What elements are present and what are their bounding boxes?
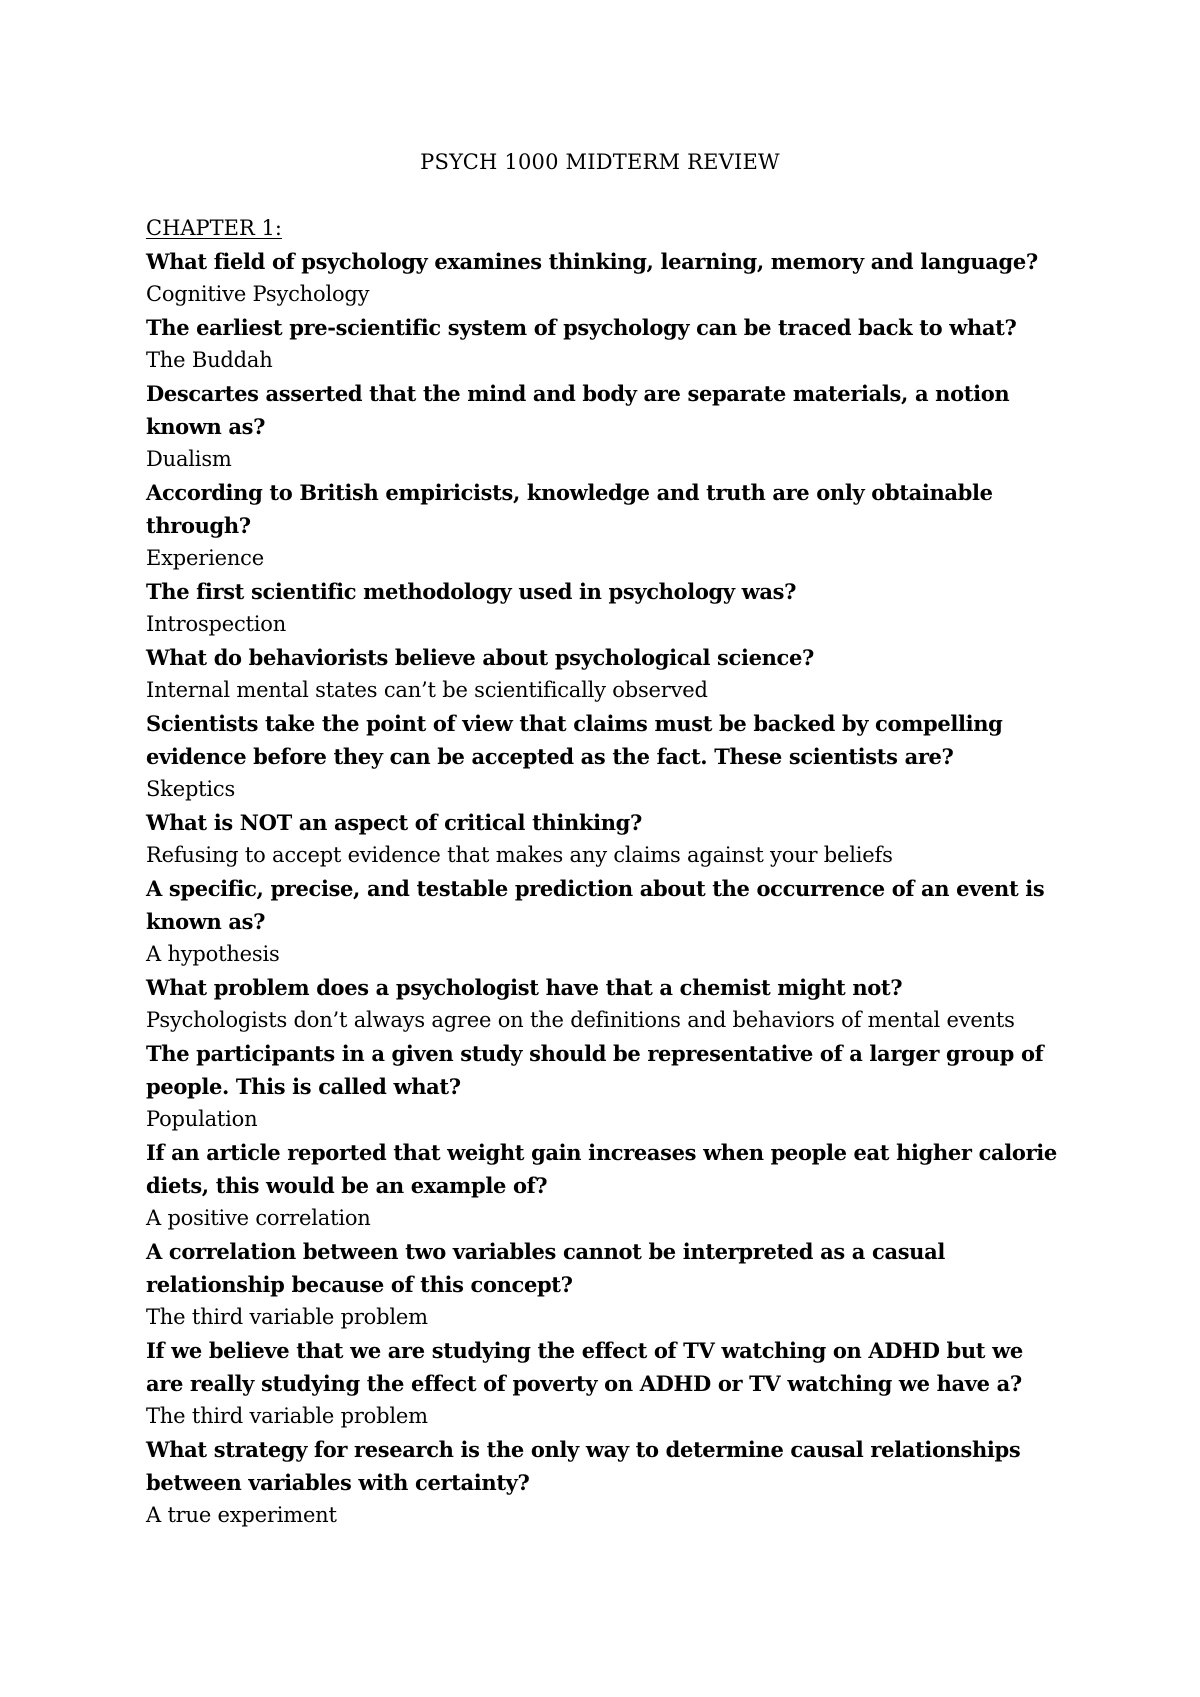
question-text: The first scientific methodology used in psychology was? [146, 579, 797, 604]
answer-text: Dualism [146, 447, 232, 471]
question-text: The participants in a given study should be representative of a larger group of people. This is called what? [146, 1041, 1044, 1099]
answer-text: The Buddah [146, 348, 273, 372]
document-body [146, 212, 1066, 1532]
answer-text: A true experiment [146, 1503, 337, 1527]
qa-item [146, 1037, 1066, 1136]
question-text: Descartes asserted that the mind and body are separate materials, a notion known as? [146, 381, 1010, 439]
question-text: Scientists take the point of view that claims must be backed by compelling evidence before they can be accepted as the fact. These scientists are? [146, 711, 1003, 769]
document-title: PSYCH 1000 MIDTERM REVIEW [420, 150, 780, 174]
qa-item [146, 311, 1066, 377]
question-text: According to British empiricists, knowledge and truth are only obtainable through? [146, 480, 993, 538]
question-text: What strategy for research is the only way to determine causal relationships between variables with certainty? [146, 1437, 1021, 1495]
qa-item [146, 806, 1066, 872]
answer-text: The third variable problem [146, 1404, 428, 1428]
qa-item [146, 377, 1066, 476]
qa-item [146, 1433, 1066, 1532]
question-text: The earliest pre-scientific system of psychology can be traced back to what? [146, 315, 1017, 340]
qa-item [146, 971, 1066, 1037]
question-text: What field of psychology examines thinking, learning, memory and language? [146, 249, 1038, 274]
answer-text: Cognitive Psychology [146, 282, 370, 306]
question-text: If an article reported that weight gain increases when people eat higher calorie diets, this would be an example of? [146, 1140, 1057, 1198]
qa-item [146, 1235, 1066, 1334]
answer-text: Internal mental states can’t be scientifically observed [146, 678, 708, 702]
answer-text: Psychologists don’t always agree on the definitions and behaviors of mental events [146, 1008, 1015, 1032]
question-text: A specific, precise, and testable prediction about the occurrence of an event is known as? [146, 876, 1045, 934]
qa-item [146, 872, 1066, 971]
section-heading: CHAPTER 1: [146, 216, 282, 240]
answer-text: A hypothesis [146, 942, 280, 966]
qa-item [146, 575, 1066, 641]
answer-text: Population [146, 1107, 258, 1131]
qa-item [146, 1334, 1066, 1433]
qa-item [146, 641, 1066, 707]
answer-text: The third variable problem [146, 1305, 428, 1329]
qa-item [146, 1136, 1066, 1235]
answer-text: A positive correlation [146, 1206, 371, 1230]
answer-text: Refusing to accept evidence that makes any claims against your beliefs [146, 843, 893, 867]
question-text: What problem does a psychologist have that a chemist might not? [146, 975, 903, 1000]
question-text: If we believe that we are studying the effect of TV watching on ADHD but we are really studying the effect of poverty on ADHD or TV watching we have a? [146, 1338, 1023, 1396]
answer-text: Introspection [146, 612, 287, 636]
answer-text: Skeptics [146, 777, 236, 801]
qa-item [146, 245, 1066, 311]
answer-text: Experience [146, 546, 264, 570]
qa-item [146, 476, 1066, 575]
question-text: What is NOT an aspect of critical thinking? [146, 810, 642, 835]
question-text: A correlation between two variables cannot be interpreted as a casual relationship because of this concept? [146, 1239, 945, 1297]
qa-item [146, 707, 1066, 806]
question-text: What do behaviorists believe about psychological science? [146, 645, 814, 670]
